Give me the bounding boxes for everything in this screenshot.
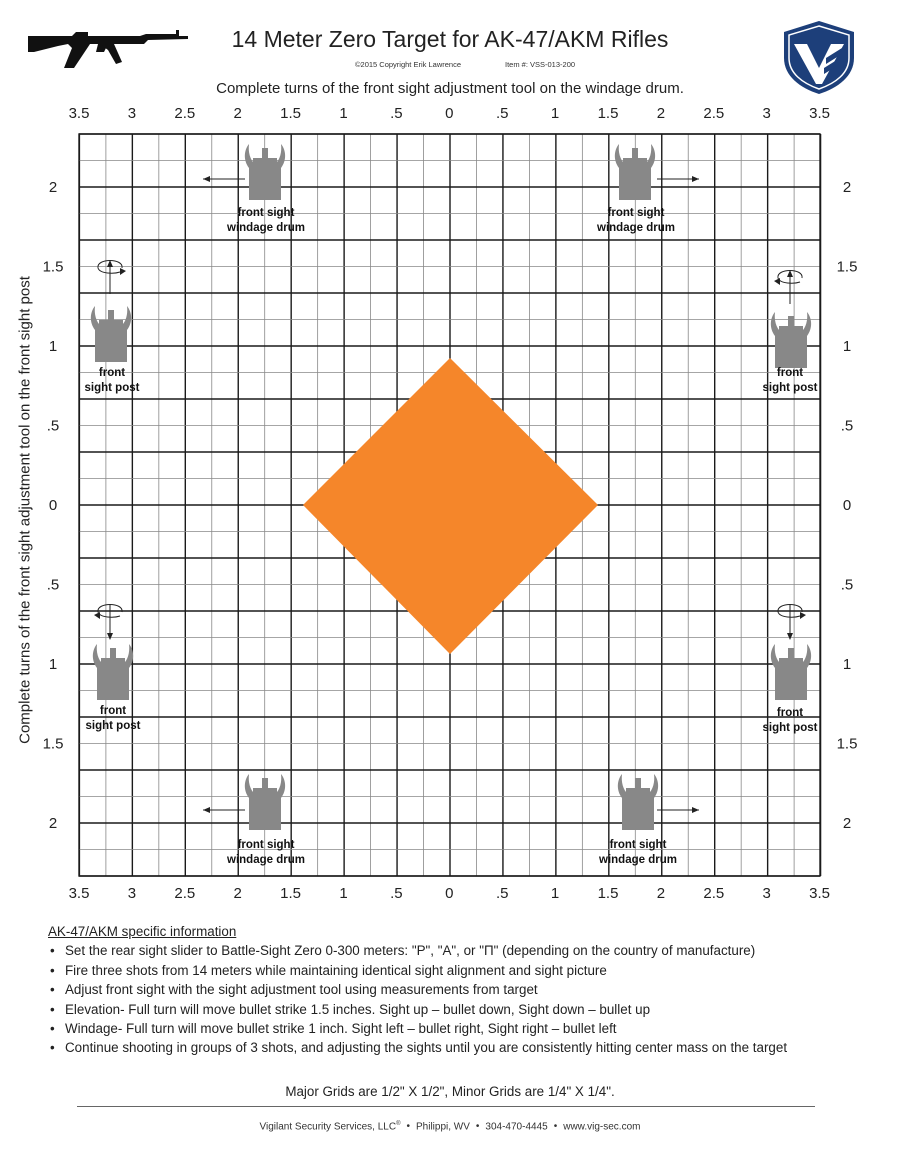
adjust-indicator-arrowhead bbox=[787, 633, 793, 640]
x-tick-label-bottom: .5 bbox=[390, 885, 403, 902]
y-tick-label-left: 1.5 bbox=[42, 258, 64, 276]
info-list bbox=[48, 941, 868, 1057]
sight-base bbox=[249, 158, 281, 200]
windage-drum-label: front sight bbox=[237, 207, 295, 219]
y-tick-label-left: .5 bbox=[46, 417, 60, 435]
sight-post-tip bbox=[110, 648, 116, 658]
x-tick-label-bottom: 2 bbox=[233, 885, 242, 902]
footer-company: Vigilant Security Services, LLC bbox=[259, 1121, 397, 1133]
info-section bbox=[48, 922, 868, 1058]
windage-drum-label: front sight bbox=[237, 839, 295, 851]
windage-drum-label: windage drum bbox=[597, 222, 675, 234]
sight-post-label: sight post bbox=[85, 720, 141, 732]
info-item: • Elevation- Full turn will move bullet strike 1.5 inches. Sight up – bullet down, Sight down – bullet up bbox=[48, 1000, 868, 1019]
x-tick-label-bottom: 3.5 bbox=[809, 885, 831, 902]
x-tick-label-top: .5 bbox=[495, 105, 509, 122]
adjust-indicator-rotation bbox=[778, 278, 800, 283]
x-tick-label-top: 3.5 bbox=[809, 105, 831, 122]
sight-post-tip bbox=[108, 310, 114, 320]
sight-post-tip bbox=[262, 148, 268, 158]
x-tick-label-top: .5 bbox=[390, 105, 403, 122]
x-tick-label-top: 2.5 bbox=[703, 105, 725, 122]
info-item: • Windage- Full turn will move bullet strike 1 inch. Sight left – bullet right, Sight right – bullet left bbox=[48, 1019, 868, 1038]
x-tick-label-bottom: 1 bbox=[550, 885, 560, 902]
y-tick-label-right: 1.5 bbox=[836, 258, 858, 276]
registered-mark: ® bbox=[396, 1121, 401, 1127]
copyright-text: ©2015 Copyright Erik Lawrence bbox=[355, 60, 461, 69]
y-tick-label-right: 1.5 bbox=[836, 735, 858, 753]
front-sight-windage-drum-top-right bbox=[615, 144, 655, 200]
grid-size-note: Major Grids are 1/2" X 1/2", Minor Grids are 1/4" X 1/4". bbox=[285, 1084, 615, 1099]
y-tick-label-left: 1 bbox=[48, 656, 58, 673]
x-tick-label-bottom: 2 bbox=[656, 885, 666, 902]
y-tick-label-left: 0 bbox=[48, 497, 58, 514]
info-heading: AK-47/AKM specific information bbox=[48, 924, 237, 939]
footer-phone: 304-470-4445 bbox=[485, 1121, 548, 1133]
sight-base bbox=[619, 158, 651, 200]
sight-post-label: sight post bbox=[762, 382, 818, 394]
windage-axis-caption: Complete turns of the front sight adjustment tool on the windage drum. bbox=[216, 80, 684, 97]
adjust-indicator-arrowhead bbox=[800, 612, 806, 619]
front-sight-windage-drum-top-left bbox=[245, 144, 285, 200]
windage-drum-label: windage drum bbox=[227, 854, 305, 866]
x-tick-label-bottom: 1.5 bbox=[597, 885, 619, 902]
windage-drum-label: windage drum bbox=[599, 854, 677, 866]
sight-post-tip bbox=[788, 648, 794, 658]
x-tick-label-top: 1 bbox=[550, 105, 560, 122]
info-item: • Continue shooting in groups of 3 shots, and adjusting the sights until you are consistently hitting center mass on the target bbox=[48, 1038, 868, 1057]
x-tick-label-bottom: 1 bbox=[339, 885, 348, 902]
adjust-indicator-rotation bbox=[778, 612, 800, 617]
sight-base bbox=[775, 658, 807, 700]
x-tick-label-top: 1 bbox=[339, 105, 348, 122]
adjust-indicator-arrowhead bbox=[107, 633, 113, 640]
sight-post-label: sight post bbox=[84, 382, 140, 394]
y-tick-label-right: 0 bbox=[842, 497, 852, 514]
x-tick-label-top: 3 bbox=[127, 105, 137, 122]
x-tick-label-top: 2 bbox=[233, 105, 242, 122]
y-tick-label-left: 2 bbox=[48, 815, 58, 832]
y-tick-label-left: 1 bbox=[48, 338, 58, 355]
footer-city: Philippi, WV bbox=[416, 1121, 470, 1133]
x-tick-label-top: 1.5 bbox=[597, 105, 619, 122]
windage-drum-label: front sight bbox=[607, 207, 665, 219]
x-tick-label-top: 2 bbox=[656, 105, 666, 122]
x-tick-label-bottom: 2.5 bbox=[703, 885, 725, 902]
sight-base bbox=[97, 658, 129, 700]
sight-post-tip bbox=[632, 148, 638, 158]
adjust-arrowhead bbox=[203, 807, 210, 813]
x-tick-label-bottom: 3.5 bbox=[68, 885, 90, 902]
y-tick-label-right: 1 bbox=[842, 338, 852, 355]
info-item: • Fire three shots from 14 meters while maintaining identical sight alignment and sight picture bbox=[48, 961, 868, 980]
x-tick-label-bottom: 3 bbox=[127, 885, 137, 902]
page-title: 14 Meter Zero Target for AK-47/AKM Rifles bbox=[231, 26, 669, 52]
x-tick-label-top: 1.5 bbox=[280, 105, 302, 122]
front-sight-post-right-top bbox=[771, 312, 811, 368]
x-tick-label-bottom: 0 bbox=[445, 885, 454, 902]
elevation-axis-caption: Complete turns of the front sight adjustment tool on the front sight post bbox=[16, 276, 34, 744]
x-tick-label-bottom: .5 bbox=[495, 885, 509, 902]
sight-post-tip bbox=[788, 316, 794, 326]
y-tick-label-right: 2 bbox=[842, 179, 852, 196]
footer-web: www.vig-sec.com bbox=[563, 1121, 641, 1133]
y-tick-label-right: 2 bbox=[842, 815, 852, 832]
y-tick-label-right: 1 bbox=[842, 656, 852, 673]
adjust-arrowhead bbox=[203, 176, 210, 182]
front-sight-windage-drum-bottom-left bbox=[245, 774, 285, 830]
sight-post-label: front bbox=[776, 367, 804, 379]
front-sight-post-left-top bbox=[91, 306, 131, 362]
diamond-target bbox=[303, 358, 598, 654]
x-tick-label-bottom: 1.5 bbox=[280, 885, 302, 902]
sight-base bbox=[249, 788, 281, 830]
x-tick-label-top: 2.5 bbox=[174, 105, 196, 122]
info-item: • Set the rear sight slider to Battle-Sight Zero 0-300 meters: "P", "A", or "Π" (depending on the country of manufacture) bbox=[48, 941, 868, 960]
info-item: • Adjust front sight with the sight adjustment tool using measurements from target bbox=[48, 980, 868, 999]
footer: Vigilant Security Services, LLC® • Philippi, WV • 304-470-4445 • www.vig-sec.com bbox=[259, 1121, 641, 1133]
front-sight-windage-drum-bottom-right bbox=[618, 774, 658, 830]
sight-post-label: front bbox=[99, 705, 127, 717]
adjust-arrowhead bbox=[692, 176, 699, 182]
sight-post-tip bbox=[635, 778, 641, 788]
windage-drum-label: windage drum bbox=[227, 222, 305, 234]
front-sight-post-left-bottom bbox=[93, 644, 133, 700]
x-tick-label-top: 3 bbox=[762, 105, 771, 122]
sight-post-label: front bbox=[776, 707, 804, 719]
y-tick-label-right: .5 bbox=[840, 417, 854, 435]
sight-post-label: front bbox=[98, 367, 126, 379]
adjust-indicator-rotation bbox=[98, 612, 120, 617]
front-sight-post-right-bottom bbox=[771, 644, 811, 700]
sight-post-tip bbox=[262, 778, 268, 788]
adjust-indicator-arrowhead bbox=[774, 278, 780, 285]
item-number: Item #: VSS-013-200 bbox=[505, 60, 576, 69]
sight-base bbox=[622, 788, 654, 830]
adjust-indicator-rotation bbox=[98, 268, 120, 273]
sight-post-label: sight post bbox=[762, 722, 818, 734]
sight-base bbox=[775, 326, 807, 368]
x-tick-label-bottom: 3 bbox=[762, 885, 771, 902]
y-tick-label-left: 1.5 bbox=[42, 735, 64, 753]
y-tick-label-left: 2 bbox=[48, 179, 58, 196]
x-tick-label-top: 0 bbox=[445, 105, 454, 122]
sight-base bbox=[95, 320, 127, 362]
x-tick-label-bottom: 2.5 bbox=[174, 885, 196, 902]
footer-divider bbox=[77, 1106, 815, 1107]
x-tick-label-top: 3.5 bbox=[68, 105, 90, 122]
adjust-indicator-arrowhead bbox=[120, 268, 126, 275]
y-tick-label-left: .5 bbox=[46, 576, 60, 594]
adjust-indicator-arrowhead bbox=[94, 612, 100, 619]
windage-drum-label: front sight bbox=[609, 839, 667, 851]
y-tick-label-right: .5 bbox=[840, 576, 854, 594]
adjust-arrowhead bbox=[692, 807, 699, 813]
